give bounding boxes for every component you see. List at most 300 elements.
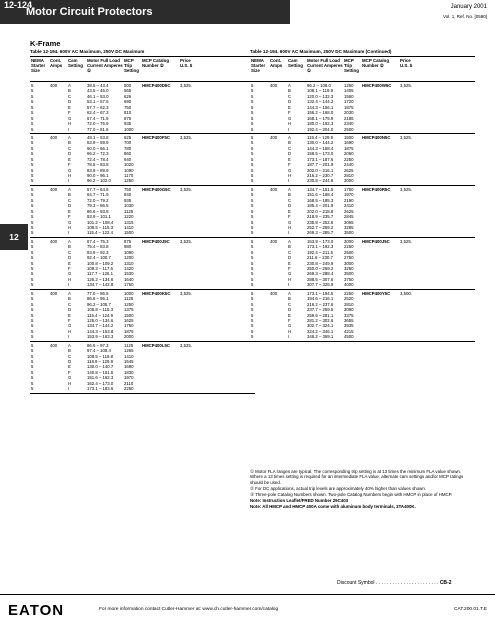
cell-cam-setting: E	[288, 260, 291, 266]
cell-trip: 625	[124, 134, 132, 140]
cell-trip: 1420	[124, 266, 134, 271]
cell-motor-flc: 252.7 – 269.2	[307, 224, 334, 230]
table-header	[30, 57, 255, 82]
cell-cam-setting: D	[68, 307, 72, 313]
cell-motor-flc: 92.4 – 100.7	[87, 255, 111, 261]
cell-nema: 5	[251, 244, 254, 250]
cell-cam-setting: A	[68, 342, 71, 348]
cell-nema: 5	[31, 151, 34, 157]
cell-trip: 1970	[124, 375, 134, 381]
cell-nema: 5	[31, 296, 34, 302]
cell-cam-setting: F	[288, 317, 291, 323]
cell-motor-flc: 57.7 – 64.6	[87, 186, 109, 192]
cell-trip: 2500	[344, 249, 354, 255]
cell-cam-setting: I	[288, 178, 290, 184]
cell-motor-flc: 57.7 – 62.3	[87, 104, 109, 110]
cell-nema: 5	[31, 307, 34, 313]
footnotes	[250, 469, 465, 510]
cell-trip: 1250	[344, 83, 354, 88]
cell-trip: 2190	[344, 197, 354, 203]
cell-cam-setting: G	[68, 167, 72, 173]
cell-cam-setting: G	[68, 115, 72, 121]
cell-cam-setting: H	[288, 224, 292, 230]
cell-cont-amps: 400	[270, 186, 278, 192]
cell-nema: 5	[251, 178, 254, 184]
cell-trip: 2500	[344, 126, 354, 132]
cell-trip: 2845	[344, 214, 354, 220]
cell-nema: 5	[251, 93, 254, 99]
cell-cam-setting: H	[288, 328, 292, 334]
cell-motor-flc: 259.6 – 281.1	[307, 312, 334, 318]
cell-nema: 5	[251, 296, 254, 302]
cell-nema: 5	[31, 83, 34, 88]
left-table	[30, 49, 255, 394]
cell-trip: 1830	[124, 369, 134, 375]
cell-nema: 5	[31, 178, 34, 184]
cell-trip: 935	[124, 197, 132, 203]
cell-price: 3,525.	[180, 134, 192, 140]
cell-trip: 565	[124, 88, 132, 94]
cell-catalog	[141, 282, 179, 287]
cell-cam-setting: G	[68, 323, 72, 329]
cell-nema: 5	[31, 208, 34, 214]
cell-catalog	[141, 334, 179, 339]
cell-motor-flc: 67.4 – 75.3	[87, 238, 109, 244]
cell-trip: 1405	[344, 88, 354, 94]
cell-cam-setting: B	[68, 192, 71, 198]
cell-nema: 5	[31, 271, 34, 277]
cell-price	[179, 334, 193, 339]
cell-motor-flc: 173.1 – 192.3	[307, 244, 334, 250]
catalog-group	[30, 238, 255, 290]
cell-catalog: HMCP400R5C	[362, 186, 391, 192]
cell-cam-setting: A	[68, 134, 71, 140]
header-mcp-catalog: MCP Catalog Number ②	[142, 58, 169, 69]
cell-cont-amps: 400	[270, 238, 278, 244]
table-row	[250, 127, 475, 132]
cell-cam-setting: D	[68, 203, 72, 209]
cell-motor-flc: 108.1 – 119.9	[307, 88, 333, 94]
cell-motor-flc: 108.5 – 118.8	[87, 353, 113, 359]
cell-cam-setting: F	[68, 369, 71, 375]
cell-nema: 5	[31, 323, 34, 329]
cell-trip: 3000	[344, 260, 354, 266]
cell-cam-setting: A	[68, 83, 71, 88]
cell-cam-setting: I	[68, 230, 70, 236]
cell-cam-setting: A	[68, 186, 71, 192]
cell-trip: 690	[124, 99, 132, 105]
cell-motor-flc: 130.0 – 140.7	[87, 364, 114, 370]
cell-catalog	[361, 230, 399, 235]
cell-trip: 1315	[124, 219, 134, 225]
cell-cam-setting: F	[68, 317, 71, 323]
table-row	[30, 230, 255, 235]
cell-cam-setting: I	[68, 386, 70, 392]
cell-nema: 5	[31, 386, 34, 392]
cell-cam-setting: H	[288, 276, 292, 282]
cell-nema: 5	[251, 197, 254, 203]
cell-cam-setting: B	[68, 348, 71, 354]
cell-trip: 1000	[124, 126, 134, 132]
cell-trip: 4500	[344, 334, 354, 340]
cell-cam-setting: A	[288, 290, 291, 296]
cell-nema: 5	[251, 312, 254, 318]
cell-trip: 2410	[344, 203, 354, 209]
cell-cam-setting: D	[68, 255, 72, 261]
cell-motor-flc: 211.6 – 230.7	[307, 255, 333, 261]
cell-cam-setting: B	[288, 192, 291, 198]
cell-cam-setting: E	[288, 156, 291, 162]
cell-nema: 5	[31, 375, 34, 381]
cell-catalog	[361, 334, 399, 339]
cell-nema: 5	[251, 203, 254, 209]
cell-cam-setting: B	[288, 140, 291, 146]
header-cam-setting: Cam Setting	[68, 58, 83, 69]
cell-nema: 5	[31, 301, 34, 307]
cell-cam-setting: D	[288, 255, 292, 261]
cell-trip: 750	[124, 104, 132, 110]
cell-motor-flc: 115.4 – 129.9	[307, 134, 333, 140]
cell-motor-flc: 43.5 – 46.0	[87, 88, 109, 94]
cell-nema: 5	[251, 126, 254, 132]
cell-cam-setting: H	[68, 224, 72, 230]
cell-cont-amps: 400	[50, 83, 58, 88]
cell-trip: 1125	[124, 208, 134, 214]
cell-price: 3,525.	[400, 238, 412, 244]
cell-nema: 5	[251, 214, 254, 220]
cell-trip: 1410	[124, 224, 134, 230]
cell-motor-flc: 153.9 – 163.3	[87, 334, 114, 340]
cell-trip: 2750	[344, 255, 354, 261]
cell-catalog: HMCP400D5C	[142, 83, 171, 88]
cell-cont-amps: 400	[50, 290, 58, 296]
page-title: Motor Circuit Protectors	[26, 6, 153, 18]
cell-cam-setting: C	[288, 197, 292, 203]
cell-nema: 5	[31, 276, 34, 282]
cell-cont-amps	[49, 178, 67, 183]
cell-nema: 5	[31, 260, 34, 266]
cell-nema: 5	[251, 156, 254, 162]
catalog-group	[30, 82, 255, 134]
cell-cam-setting: C	[68, 353, 72, 359]
cell-motor-flc: 90.0 – 96.1	[87, 173, 109, 178]
table-row	[250, 282, 475, 287]
cell-price: 3,525.	[180, 238, 192, 244]
cell-nema: 5	[251, 173, 254, 178]
cell-catalog: HMCP400K5C	[142, 290, 171, 296]
cell-motor-flc: 62.4 – 67.3	[87, 110, 109, 116]
cell-catalog	[141, 386, 179, 391]
header-cont-amps: Cont. Amps	[50, 58, 63, 69]
cell-cam-setting: D	[68, 99, 72, 105]
cell-cam-setting: G	[288, 323, 292, 329]
cell-trip: 1125	[124, 342, 134, 348]
header-cont-amps: Cont. Amps	[270, 58, 283, 69]
note-terminals: Note: All HMCP and HMCP 400A come with aluminum body terminals, 3TA400K.	[250, 503, 416, 509]
cell-price	[179, 282, 193, 287]
cell-nema: 5	[251, 301, 254, 307]
cell-catalog: HMCP400W5C	[362, 83, 392, 88]
cell-motor-flc: 53.9 – 59.9	[87, 140, 109, 146]
cell-price	[179, 127, 193, 132]
cell-motor-flc: 118.9 – 129.9	[87, 359, 113, 364]
footnote-1: ① Motor FLA ranges are typical. The corresponding trip setting is at 13 times the minimum FLA value shown. Where a 13 times setting is required for an intermediate FLA value, alternate cam settings and/or MCP ratings should be used.	[250, 469, 464, 485]
cell-nema: 5	[31, 110, 34, 116]
cell-trip: 2250	[344, 156, 354, 162]
cell-cam-setting: E	[68, 364, 71, 370]
cell-nema: 5	[251, 317, 254, 323]
table-row	[250, 178, 475, 183]
cell-nema: 5	[251, 238, 254, 244]
cell-nema: 5	[251, 334, 254, 340]
cell-motor-flc: 86.6 – 96.1	[87, 296, 109, 302]
cell-nema: 5	[31, 134, 34, 140]
cell-nema: 5	[31, 214, 34, 220]
cell-trip: 3750	[344, 276, 354, 282]
catalog-group	[30, 342, 255, 394]
cell-cam-setting: G	[288, 167, 292, 173]
cell-cam-setting: F	[68, 266, 71, 271]
cell-price: 3,525.	[400, 134, 412, 140]
cell-cam-setting: B	[68, 140, 71, 146]
cell-trip: 1200	[124, 255, 134, 261]
cell-motor-flc: 218.9 – 235.7	[307, 214, 334, 220]
cell-cam-setting: I	[288, 334, 290, 340]
right-table	[250, 49, 475, 342]
cell-motor-flc: 77.0 – 81.6	[87, 126, 109, 132]
footer-catalog-ref: CAT.200.01.T.E	[454, 607, 487, 612]
cell-motor-flc: 230.8 – 249.9	[307, 260, 334, 266]
cell-cam-setting: G	[288, 219, 292, 225]
cell-nema: 5	[31, 104, 34, 110]
cell-nema: 5	[251, 282, 254, 288]
table-row	[30, 178, 255, 183]
cell-trip: 1545	[124, 359, 134, 364]
cell-catalog	[141, 127, 179, 132]
cell-motor-flc: 192.4 – 204.0	[307, 126, 334, 132]
cell-catalog	[141, 230, 179, 235]
cell-nema: 5	[251, 224, 254, 230]
table-caption: Table 12-194. 600V AC Maximum, 250V DC Maximum	[30, 49, 145, 54]
cell-motor-flc: 237.7 – 259.5	[307, 307, 334, 313]
cell-motor-flc: 96.2 – 102.0	[87, 178, 111, 184]
catalog-group	[250, 186, 475, 238]
cell-motor-flc: 173.1 – 183.6	[87, 386, 114, 392]
cell-motor-flc: 132.4 – 144.2	[307, 99, 334, 105]
discount-label: Discount Symbol	[337, 580, 375, 586]
cell-motor-flc: 202.0 – 218.8	[307, 208, 334, 214]
cell-cam-setting: G	[68, 271, 72, 277]
cell-nema: 5	[251, 167, 254, 173]
cell-trip: 3250	[344, 266, 354, 271]
cell-motor-flc: 66.2 – 72.3	[87, 151, 109, 157]
cell-trip: 500	[124, 83, 132, 88]
cell-motor-flc: 46.1 – 53.0	[87, 93, 109, 99]
cell-nema: 5	[251, 88, 254, 94]
cell-trip: 4215	[344, 328, 354, 334]
cell-trip: 3655	[344, 317, 354, 323]
cell-trip: 3500	[344, 230, 354, 236]
table-row	[30, 282, 255, 287]
catalog-group	[250, 290, 475, 342]
cell-nema: 5	[251, 307, 254, 313]
cell-nema: 5	[31, 173, 34, 178]
cell-cam-setting: C	[68, 249, 72, 255]
cell-trip: 1375	[124, 307, 134, 313]
cell-nema: 5	[31, 197, 34, 203]
cell-motor-flc: 153.9 – 173.0	[307, 238, 334, 244]
cell-motor-flc: 269.3 – 288.4	[307, 271, 334, 277]
cell-motor-flc: 144.3 – 153.8	[87, 328, 114, 334]
cell-motor-flc: 144.3 – 158.4	[307, 145, 334, 151]
cell-motor-flc: 281.2 – 302.6	[307, 317, 334, 323]
cell-price	[399, 282, 413, 287]
cell-nema: 5	[251, 249, 254, 255]
cell-cam-setting: F	[68, 110, 71, 116]
cell-cam-setting: B	[288, 244, 291, 250]
cell-motor-flc: 64.7 – 71.9	[87, 192, 109, 198]
leader-dots: . . . . . . . . . . . . . . . . . . . . . . .	[375, 580, 439, 586]
cell-nema: 5	[251, 208, 254, 214]
cell-motor-flc: 53.1 – 57.6	[87, 99, 109, 105]
header-nema: NEMA Starter Size	[251, 58, 266, 74]
cell-price: 3,525.	[180, 290, 192, 296]
cell-cam-setting: E	[288, 312, 291, 318]
cell-price: 3,525.	[400, 186, 412, 192]
cell-trip: 1970	[344, 192, 354, 198]
cell-price: 3,525.	[400, 83, 412, 88]
table-row	[30, 386, 255, 391]
cell-nema: 5	[31, 230, 34, 236]
cell-motor-flc: 156.2 – 168.0	[307, 110, 334, 116]
cell-nema: 5	[251, 121, 254, 127]
header-mcp-trip: MCP Trip Setting	[124, 58, 139, 74]
cell-trip: 2030	[344, 110, 354, 116]
cell-trip: 3065	[344, 219, 354, 225]
cell-nema: 5	[31, 353, 34, 359]
cell-trip: 1265	[124, 348, 134, 354]
section-title: K-Frame	[30, 39, 61, 48]
cell-cam-setting: D	[288, 203, 292, 209]
cell-nema: 5	[31, 369, 34, 375]
cell-nema: 5	[31, 203, 34, 209]
cell-cam-setting: E	[68, 312, 71, 318]
cell-cam-setting: A	[288, 134, 291, 140]
cell-trip: 1875	[124, 328, 134, 334]
cell-trip: 1875	[344, 104, 354, 110]
discount-value: CB-2	[439, 580, 452, 586]
cell-trip: 1750	[124, 282, 134, 288]
cell-cam-setting: I	[68, 334, 70, 340]
cell-trip: 1090	[124, 249, 134, 255]
cell-motor-flc: 216.2 – 237.6	[307, 301, 334, 307]
catalog-group	[250, 238, 475, 290]
cell-cam-setting: H	[68, 328, 72, 334]
cell-trip: 1000	[124, 290, 134, 296]
cell-trip: 1560	[344, 93, 354, 99]
cell-cont-amps	[49, 127, 67, 132]
cell-nema: 5	[251, 115, 254, 121]
cell-trip: 2000	[344, 238, 354, 244]
cell-cam-setting: A	[68, 290, 71, 296]
cell-trip: 2520	[344, 296, 354, 302]
cell-cam-setting: E	[68, 104, 71, 110]
cell-nema: 5	[31, 334, 34, 340]
cell-motor-flc: 72.0 – 76.9	[87, 121, 109, 127]
cell-trip: 1250	[124, 178, 134, 184]
cell-trip: 1690	[344, 140, 354, 146]
catalog-group	[30, 186, 255, 238]
cell-nema: 5	[251, 134, 254, 140]
cell-cam-setting: A	[68, 238, 71, 244]
cell-cam-setting: E	[68, 260, 71, 266]
footnote-3: ③ Three-pole Catalog Numbers shown. Two-pole Catalog Numbers begin with HMCP in place of HMCP.	[250, 491, 453, 497]
cell-cam-setting: A	[288, 186, 291, 192]
discount-symbol-ref	[337, 580, 451, 586]
cell-nema: 5	[31, 244, 34, 250]
cell-motor-flc: 173.1 – 194.5	[307, 290, 334, 296]
cell-motor-flc: 346.2 – 369.1	[307, 334, 334, 340]
cell-catalog: HMCP400J5C	[362, 238, 390, 244]
cell-trip: 2110	[124, 380, 134, 386]
cell-trip: 1750	[124, 323, 134, 329]
cell-motor-flc: 192.4 – 211.5	[307, 249, 333, 255]
cell-nema: 5	[251, 323, 254, 329]
cell-trip: 780	[124, 145, 132, 151]
table-caption: Table 12-194. 600V AC Maximum, 250V DC Maximum (Continued)	[250, 49, 392, 54]
cell-catalog: HMCP400L5C	[142, 342, 170, 348]
cell-nema: 5	[31, 380, 34, 386]
cell-price	[399, 178, 413, 183]
cell-cam-setting: G	[288, 115, 292, 121]
cell-motor-flc: 100.8 – 109.2	[87, 260, 114, 266]
cell-motor-flc: 105.8 – 115.3	[87, 307, 113, 313]
header-mcp-catalog: MCP Catalog Number ②	[362, 58, 389, 69]
cell-nema: 5	[251, 162, 254, 168]
cell-trip: 1310	[124, 260, 134, 266]
cell-motor-flc: 83.9 – 92.3	[87, 249, 109, 255]
cell-nema: 5	[251, 186, 254, 192]
cell-nema: 5	[251, 219, 254, 225]
cell-cont-amps	[49, 282, 67, 287]
cell-motor-flc: 185.4 – 201.9	[307, 203, 334, 209]
cell-trip: 3090	[344, 307, 354, 313]
cell-cam-setting: C	[68, 301, 72, 307]
header-bar	[0, 0, 290, 24]
cell-motor-flc: 151.6 – 168.4	[307, 192, 334, 198]
cell-trip: 2000	[124, 334, 134, 340]
cell-trip: 1625	[124, 317, 134, 323]
cell-motor-flc: 202.0 – 216.1	[307, 167, 334, 173]
cell-cam-setting: B	[68, 88, 71, 94]
cell-trip: 2250	[344, 290, 354, 296]
cell-cam-setting: H	[68, 173, 72, 178]
cell-cam-setting: D	[68, 151, 72, 157]
table-body	[30, 82, 255, 394]
cell-motor-flc: 77.0 – 86.5	[87, 290, 109, 296]
cell-cam-setting: D	[288, 307, 292, 313]
cell-trip: 1640	[124, 276, 134, 282]
cell-motor-flc: 60.0 – 66.1	[87, 145, 109, 151]
cell-motor-flc: 115.4 – 122.4	[87, 230, 113, 236]
cell-motor-flc: 235.8 – 252.6	[307, 219, 334, 225]
cell-catalog: HMCP400J5C	[142, 238, 170, 244]
cell-cam-setting: G	[68, 375, 72, 381]
cell-nema: 5	[251, 255, 254, 261]
cell-catalog: HMCP400Y5C	[362, 290, 391, 296]
cell-trip: 1250	[124, 301, 134, 307]
cell-cam-setting: B	[288, 88, 291, 94]
